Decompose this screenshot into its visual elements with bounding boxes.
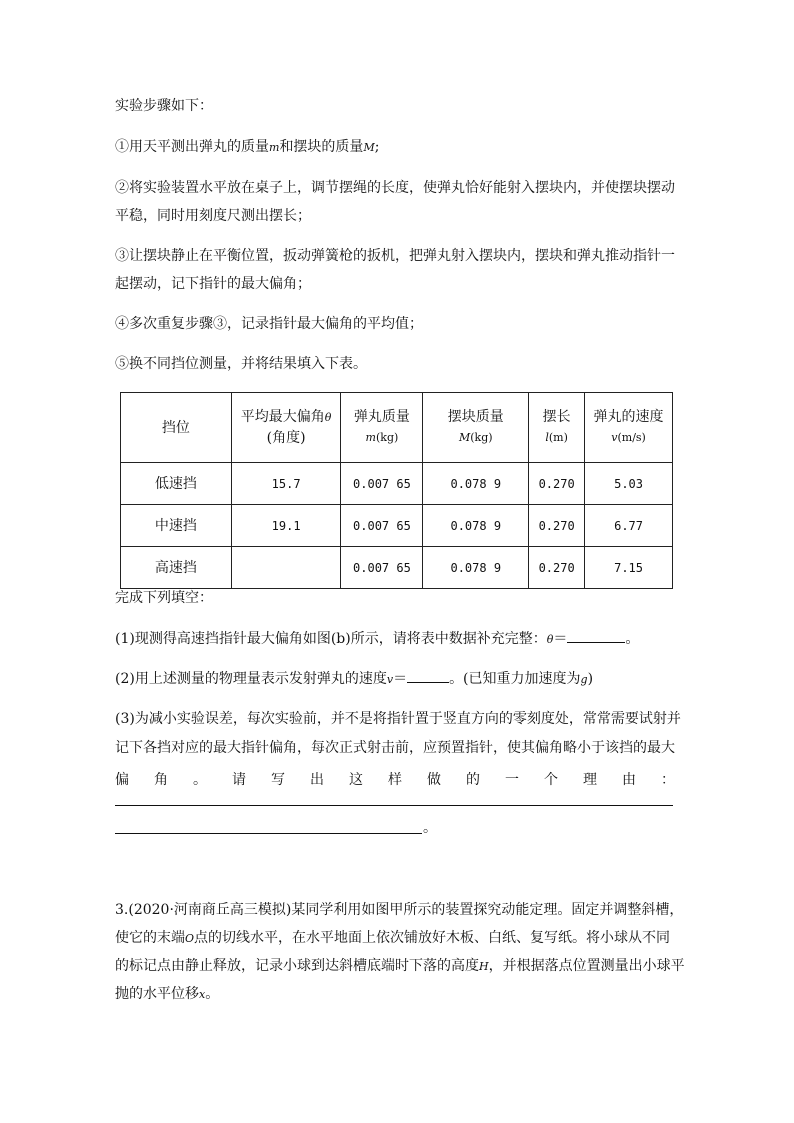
step-2-line-1: ②将实验装置水平放在桌子上，调节摆绳的长度，使弹丸恰好能射入摆块内，并使摆块摆动 — [115, 180, 675, 196]
table-row: 高速挡 0.007 65 0.078 9 0.270 7.15 — [121, 547, 673, 589]
problem-3-line-2: 使它的末端O点的切线水平，在水平地面上依次铺放好木板、白纸、复写纸。将小球从不同 — [115, 930, 671, 946]
step-5: ⑤换不同挡位测量，并将结果填入下表。 — [115, 356, 367, 372]
problem-3-line-3: 的标记点由静止释放，记录小球到达斜槽底端时下落的高度H，并根据落点位置测量出小球平 — [115, 958, 685, 974]
table-row: 低速挡 15.7 0.007 65 0.078 9 0.270 5.03 — [121, 463, 673, 505]
empty-angle-cell — [231, 547, 341, 589]
answer-blank[interactable] — [567, 628, 625, 643]
question-3-line-3: 偏 角 。 请 写 出 这 样 做 的 一 个 理 由 ： — [115, 772, 675, 788]
data-table — [120, 392, 673, 589]
answer-line[interactable] — [115, 805, 673, 806]
intro-text: 实验步骤如下： — [115, 98, 213, 114]
header-M: 摆块质量 M(kg) — [423, 393, 529, 463]
question-1: (1)现测得高速挡指针最大偏角如图(b)所示，请将表中数据补充完整：θ＝ 。 — [115, 628, 639, 650]
problem-3-line-4: 抛的水平位移x。 — [115, 986, 220, 1002]
header-v: 弹丸的速度 v(m/s) — [585, 393, 673, 463]
header-gear: 挡位 — [121, 393, 232, 463]
header-m: 弹丸质量 m(kg) — [341, 393, 423, 463]
step-2-line-2: 平稳，同时用刻度尺测出摆长； — [115, 208, 311, 224]
answer-blank[interactable] — [407, 668, 449, 683]
header-l: 摆长 l(m) — [529, 393, 585, 463]
question-3-line-1: (3)为减小实验误差，每次实验前，并不是将指针置于竖直方向的零刻度处，常常需要试射并 — [115, 711, 681, 727]
table-header-row — [121, 393, 673, 463]
fill-intro: 完成下列填空： — [115, 590, 213, 606]
question-2: (2)用上述测量的物理量表示发射弹丸的速度v＝ 。(已知重力加速度为g) — [115, 668, 593, 690]
problem-3-line-1: 3.(2020·河南商丘高三模拟)某同学利用如图甲所示的装置探究动能定理。固定并调整斜槽， — [115, 902, 684, 918]
step-3-line-2: 起摆动，记下指针的最大偏角； — [115, 276, 311, 292]
step-1: ①用天平测出弹丸的质量m和摆块的质量M; — [115, 139, 380, 155]
answer-period: 。 — [423, 820, 437, 836]
step-3-line-1: ③让摆块静止在平衡位置，扳动弹簧枪的扳机，把弹丸射入摆块内，摆块和弹丸推动指针一 — [115, 248, 675, 264]
table-row: 中速挡 19.1 0.007 65 0.078 9 0.270 6.77 — [121, 505, 673, 547]
answer-line[interactable] — [115, 833, 422, 834]
question-3-line-2: 记下各挡对应的最大指针偏角，每次正式射击前，应预置指针，使其偏角略小于该挡的最大 — [115, 740, 675, 756]
header-angle: 平均最大偏角θ (角度) — [231, 393, 341, 463]
step-4: ④多次重复步骤③，记录指针最大偏角的平均值； — [115, 316, 423, 332]
